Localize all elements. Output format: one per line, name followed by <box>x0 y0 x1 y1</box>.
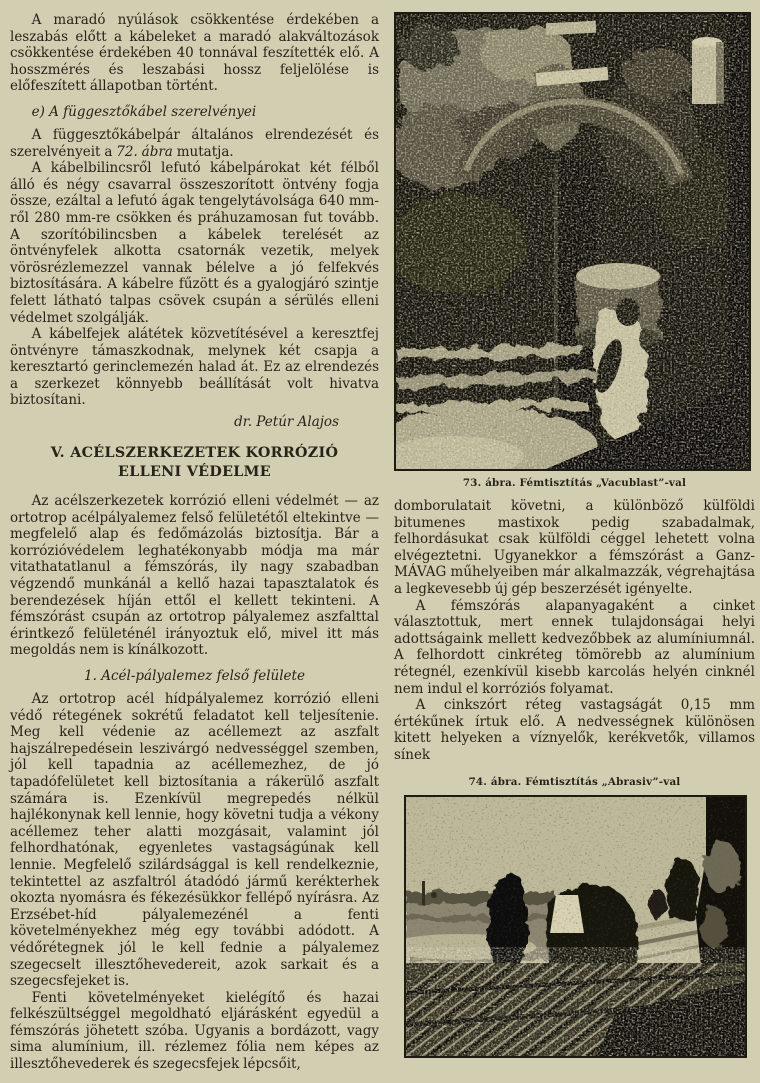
paragraph-deck-plate-requirements: Az ortotrop acél hídpályalemez korrózió elleni védő rétegének sokrétű feladatot kell teljesítenie. Meg kell védenie az acéllemezt az aszfalt hajszálrepedésein leszivárgó nedvességgel szemben, jól kell tapadnia az acéllemezhez, de jó tapadófelületet kell biztosítania a rákerülő aszfalt számára is. Ezenkívül megrepedés nélkül hajlékonynak kell lennie, hogy követni tudja a vékony acéllemez teher alatti mozgásait, valamint jól felhordhatónak, egyenletes vastagságúnak kell lennie. Megfelelő szilárdsággal is kell rendelkeznie, tekintettel az aszfaltról átadódó jármű kerékterhek okozta nyomásra és fékezésükkor fellépő nyírásra. Az Erzsébet-híd pályalemezénél a fenti követelményekhez még egy további adódott. A védőrétegnek jól le kell fednie a pályalemez szegecselt illesztőhevedereit, azok sarkait és a szegecsfejeket is. <box>10 691 379 990</box>
right-column <box>394 12 755 1058</box>
paragraph-zinc-thickness: A cinkszórt réteg vastagságát 0,15 mm értékűnek írtuk elő. A nedvességnek különösen kitett helyeken a víznyelők, kerékvetők, villamos sínek <box>394 697 755 763</box>
figure-73-photo <box>394 12 751 471</box>
right-text-block <box>394 498 755 764</box>
paragraph-prestressing: A maradó nyúlások csökkentése érdekében a leszabás előtt a kábeleket a maradó alakváltozások csökkentése érdekében 40 tonnával feszítették elő. A hosszmérés és leszabási hossz feljelölése is előfeszített állapotban történt. <box>10 12 379 95</box>
figure-74-photo <box>404 795 747 1058</box>
paragraph-mastix-continuation: domborulatait követni, a különböző külföldi bitumenes mastixok pedig szabadalmak, felhordásukat csak külföldi céggel lehetett volna elvégeztetni. Ugyanekkor a fémszórást a Ganz-MÁVAG műhelyeiben már alkalmazzák, végrehajtása a legkevesebb új gép beszerzését igényelte. <box>394 498 755 597</box>
paragraph-corrosion-intro: Az acélszerkezetek korrózió elleni védelmét — az ortotrop acélpályalemez felső felületétől eltekintve — megfelelő alap és fedőmázolás biztosítja. Bár a korrózióvédelem leghatékonyabb módja ma már vitathatatlanul a fémszórás, ily nagy szabadban végzendő munkánál a kellő hazai tapasztalatok és berendezések híján ettől el kellett tekinteni. A fémszórást csupán az ortotrop pályalemez aszfalttal érintkező felületénél irányoztuk elő, mivel itt más megoldás nem is kínálkozott. <box>10 493 379 659</box>
paragraph-figure-reference <box>10 127 379 160</box>
subsection-heading-e: e) A függesztőkábel szerelvényei <box>31 103 257 120</box>
abrasiv-photo-illustration <box>406 797 745 1056</box>
left-text-column <box>10 12 379 1073</box>
figref-prefix: A függesztőkábelpár általános elrendezését és szerelvényeit a <box>10 126 379 160</box>
paragraph-cable-heads: A kábelfejek alátétek közvetítésével a keresztfej öntvényre támaszkodnak, melynek két csapja a keresztartó gerinclemezén halad át. Ez az elrendezés a szerkezet könnyebb beállítását volt hivatva biztosítani. <box>10 326 379 409</box>
figref-suffix: mutatja. <box>172 143 234 160</box>
figure-73-caption: 73. ábra. Fémtisztítás „Vacublast”-val <box>462 477 687 489</box>
section-v-heading: V. ACÉLSZERKEZETEK KORRÓZIÓ ELLENI VÉDELME <box>50 445 339 481</box>
paragraph-zinc-choice: A fémszórás alapanyagaként a cinket választottuk, mert ennek tulajdonságai helyi adottságaink mellett kedvezőbbek az alumíniumnál. A felhordott cinkréteg tömörebb az alumínium rétegnél, ezenkívül kisebb karcolás helyén cinknél nem indul el korróziós folyamat. <box>394 597 755 697</box>
paragraph-metal-spray-choice: Fenti követelményeket kielégítő és hazai felkészültséggel megoldható eljárásként egyedül a fémszórás jöhetett szóba. Ugyanis a bordázott, vagy sima alumínium, ill. rézlemez fólia nem képes az illesztőhevederek és szegecsfejek lépcsőit, <box>10 989 379 1073</box>
figure-72-reference: 72. ábra <box>116 143 173 160</box>
subsection-heading-1: 1. Acél-pályalemez felső felülete <box>84 668 305 684</box>
figure-74-caption: 74. ábra. Fémtisztítás „Abrasiv”-val <box>468 775 681 788</box>
paragraph-cable-clamps: A kábelbilincsről lefutó kábelpárokat két félből álló és négy csavarral összeszorított öntvény fogja össze, ezáltal a lefutó ágak tengelytávolsága 640 mm-ről 280 mm-re csökken és práhuzamosan fut tovább. A szorítóbilincsben a kábelek terelését az öntvényfelek alkotta csatornák vezetik, melyek vörösrézlemezzel vannak bélelve a jó felfekvés biztosítására. A kábelre fűzött és a gyalogjáró szintje felett látható talpas csövek csupán a sérülés elleni védelmet szolgálják. <box>10 160 379 326</box>
vacublast-photo-illustration <box>396 14 749 469</box>
author-signature: dr. Petúr Alajos <box>234 414 339 431</box>
